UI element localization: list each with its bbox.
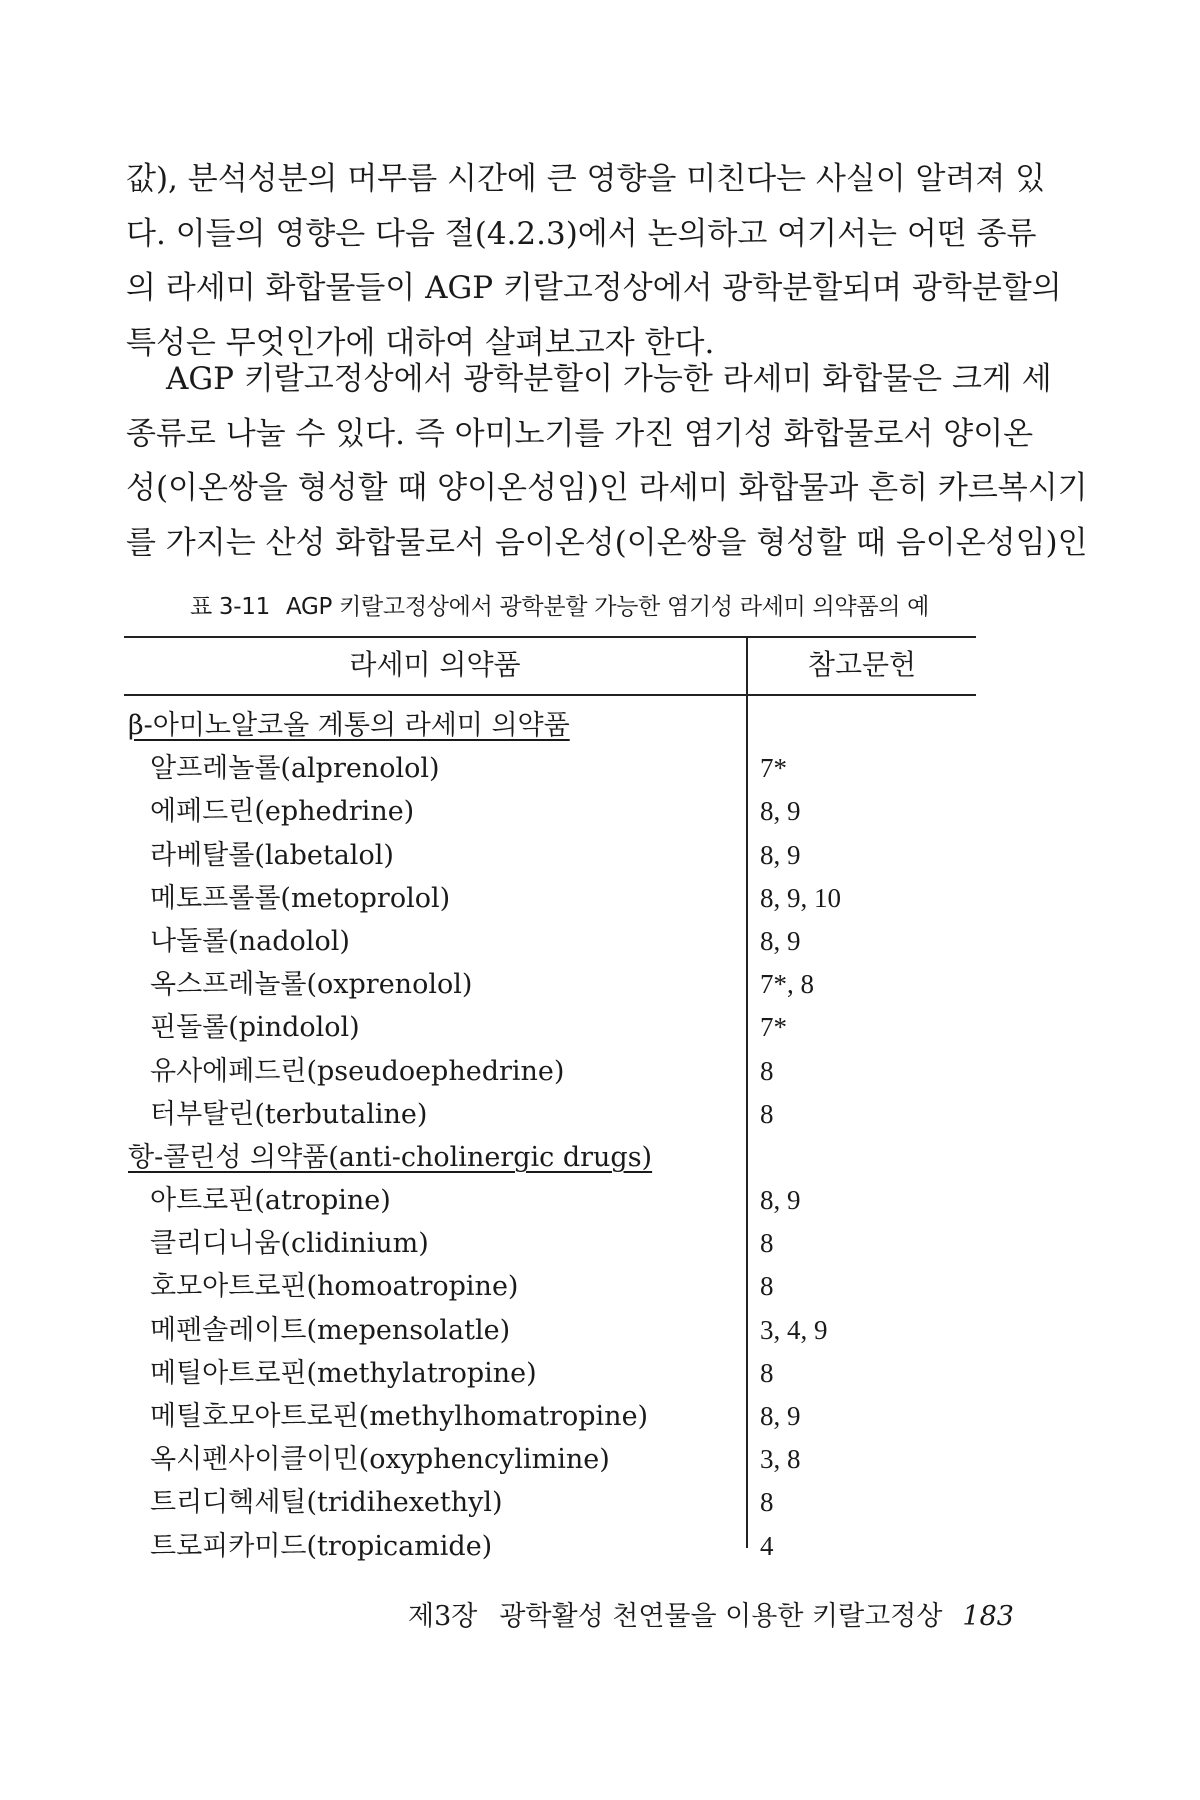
- reference-numbers: 7*: [760, 1012, 787, 1043]
- drug-name: 메토프롤롤(metoprolol): [150, 882, 451, 914]
- table-caption-label: 표 3-11: [190, 594, 270, 620]
- text-line: 값), 분석성분의 머무름 시간에 큰 영향을 미친다는 사실이 알려져 있: [126, 161, 1046, 197]
- text-line: 를 가지는 산성 화합물로서 음이온성(이온쌍을 형성할 때 음이온성임)인: [126, 524, 1088, 561]
- table-header-reference: 참고문헌: [807, 648, 917, 681]
- table-header-drug: 라세미 의약품: [349, 648, 521, 681]
- reference-numbers: 8: [760, 1487, 774, 1518]
- drug-name: 옥스프레놀롤(oxprenolol): [150, 969, 473, 1001]
- drug-name: 옥시펜사이클이민(oxyphencylimine): [150, 1444, 610, 1476]
- reference-numbers: 8, 9: [760, 1401, 801, 1431]
- page-number: 183: [962, 1601, 1014, 1632]
- footer-chapter: 제3장: [408, 1601, 478, 1632]
- table-row: [124, 1438, 976, 1481]
- drug-name: 메틸아트로핀(methylatropine): [150, 1357, 537, 1389]
- body-paragraph-1: [126, 152, 1062, 370]
- reference-numbers: 8: [760, 1228, 774, 1259]
- reference-numbers: 8, 9, 10: [760, 882, 841, 913]
- table-row: [124, 1093, 976, 1136]
- table-row: [124, 1179, 976, 1222]
- reference-numbers: 8: [760, 1271, 774, 1302]
- table-row: [124, 1352, 976, 1395]
- table-row: [124, 1481, 976, 1524]
- drug-name: 클리디니움(clidinium): [150, 1228, 429, 1260]
- table-header-rule: [124, 694, 976, 696]
- reference-numbers: 7*, 8: [760, 969, 814, 1000]
- table-row: [124, 747, 976, 790]
- text-line: 다. 이들의 영향은 다음 절(4.2.3)에서 논의하고 여기서는 어떤 종류: [126, 215, 1037, 252]
- drug-name: 트로피카미드(tropicamide): [150, 1530, 493, 1562]
- table-row: [124, 790, 976, 833]
- table-group-row: [124, 1136, 976, 1179]
- table-row: [124, 1006, 976, 1049]
- body-paragraph-2: [126, 352, 1088, 570]
- drug-table: [124, 636, 976, 1562]
- reference-numbers: 8, 9: [760, 839, 801, 870]
- drug-name: 호모아트로핀(homoatropine): [150, 1271, 519, 1303]
- drug-name: 나돌롤(nadolol): [150, 925, 350, 957]
- reference-numbers: 4: [760, 1530, 774, 1561]
- table-row: [124, 1265, 976, 1308]
- text-line: AGP 키랄고정상에서 광학분할이 가능한 라세미 화합물은 크게 세: [166, 361, 1052, 397]
- reference-numbers: 8, 9: [760, 925, 801, 956]
- reference-numbers: 8: [760, 1055, 774, 1086]
- drug-name: 메펜솔레이트(mepensolatle): [150, 1314, 511, 1346]
- table-row: [124, 1525, 976, 1568]
- table-row: [124, 1395, 976, 1438]
- drug-name: 유사에페드린(pseudoephedrine): [150, 1055, 565, 1087]
- drug-name: 알프레놀롤(alprenolol): [150, 753, 440, 785]
- reference-numbers: 7*: [760, 753, 787, 784]
- group-heading: β-아미노알코올 계통의 라세미 의약품: [128, 710, 570, 741]
- drug-name: 터부탈린(terbutaline): [150, 1098, 428, 1130]
- drug-name: 에페드린(ephedrine): [150, 796, 415, 828]
- page-footer: [408, 1594, 1014, 1633]
- drug-name: 라베탈롤(labetalol): [150, 839, 394, 871]
- table-row: [124, 1222, 976, 1265]
- reference-numbers: 8, 9: [760, 1185, 801, 1216]
- table-caption: [190, 588, 929, 621]
- table-row: [124, 877, 976, 920]
- table-row: [124, 1050, 976, 1093]
- footer-title: 광학활성 천연물을 이용한 키랄고정상: [499, 1601, 943, 1632]
- text-line: 종류로 나눌 수 있다. 즉 아미노기를 가진 염기성 화합물로서 양이온: [126, 415, 1034, 452]
- text-line: 의 라세미 화합물들이 AGP 키랄고정상에서 광학분할되며 광학분할의: [126, 270, 1062, 306]
- reference-numbers: 3, 8: [760, 1444, 801, 1475]
- reference-numbers: 3, 4, 9: [760, 1314, 828, 1345]
- table-row: [124, 1309, 976, 1352]
- reference-numbers: 8, 9: [760, 796, 801, 827]
- drug-name: 핀돌롤(pindolol): [150, 1012, 360, 1044]
- table-row: [124, 920, 976, 963]
- table-group-row: [124, 704, 976, 747]
- reference-numbers: 8: [760, 1357, 774, 1388]
- text-line: 특성은 무엇인가에 대하여 살펴보고자 한다.: [126, 324, 715, 361]
- group-heading: 항-콜린성 의약품(anti-cholinergic drugs): [128, 1141, 653, 1173]
- table-row: [124, 963, 976, 1006]
- reference-numbers: 8: [760, 1098, 774, 1129]
- table-row: [124, 834, 976, 877]
- table-caption-text: AGP 키랄고정상에서 광학분할 가능한 염기성 라세미 의약품의 예: [285, 594, 930, 620]
- text-line: 성(이온쌍을 형성할 때 양이온성임)인 라세미 화합물과 흔히 카르복시기: [126, 470, 1088, 506]
- drug-name: 트리디헥세틸(tridihexethyl): [150, 1487, 503, 1519]
- drug-name: 아트로핀(atropine): [150, 1185, 391, 1217]
- drug-name: 메틸호모아트로핀(methylhomatropine): [150, 1401, 649, 1432]
- table-body: [124, 704, 976, 1568]
